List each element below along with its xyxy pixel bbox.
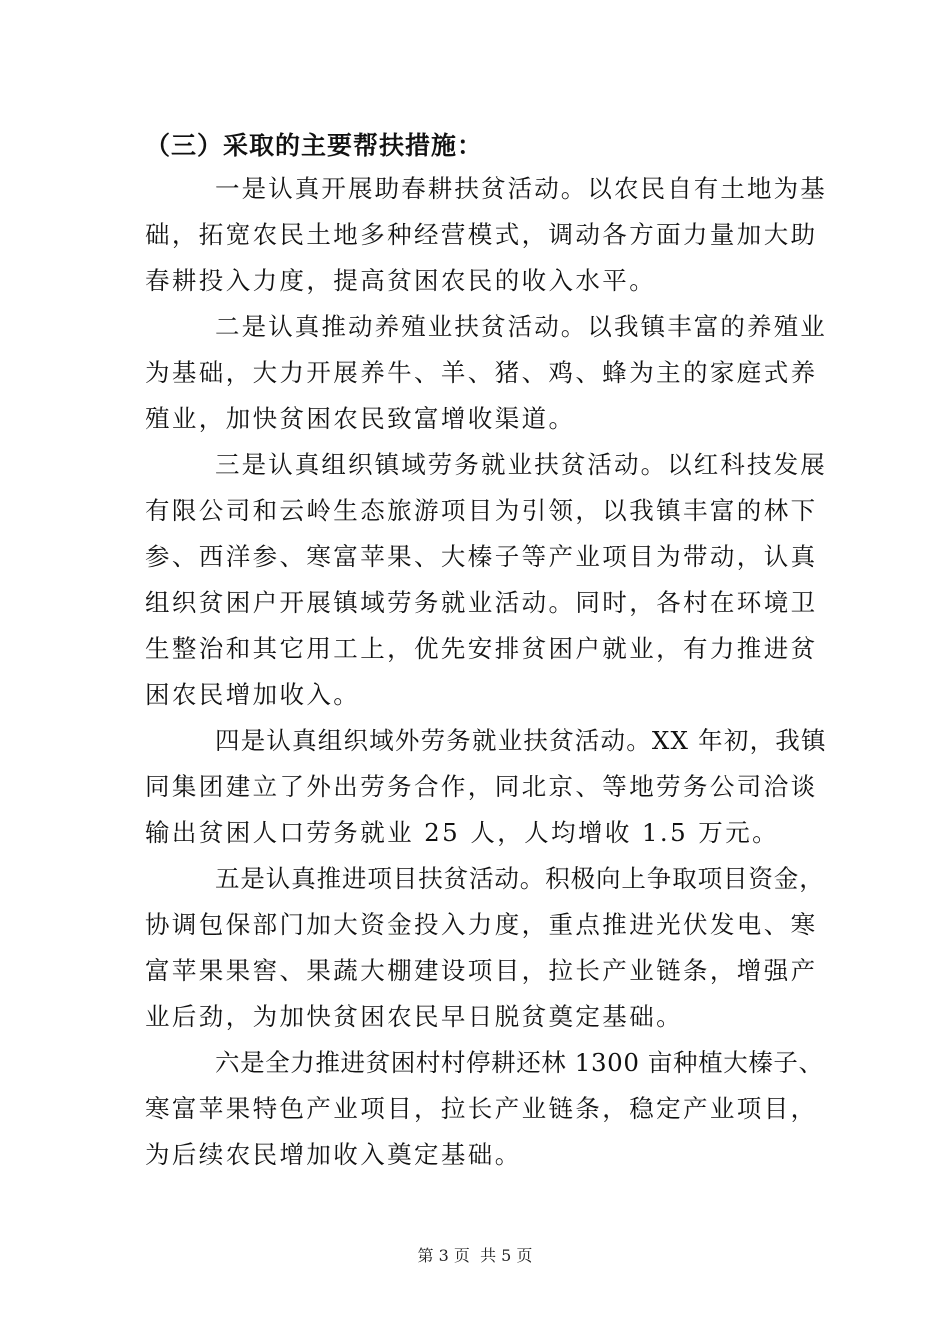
paragraph-6-line-3: 为后续农民增加收入奠定基础。 xyxy=(145,1140,522,1169)
paragraph-2-line-1: 二是认真推动养殖业扶贫活动。以我镇丰富的养殖业 xyxy=(215,312,827,341)
paragraph-1-line-3: 春耕投入力度，提高贫困农民的收入水平。 xyxy=(145,266,657,295)
paragraph-1-line-2: 础，拓宽农民土地多种经营模式，调动各方面力量加大助 xyxy=(145,220,818,249)
paragraph-4-line-2: 同集团建立了外出劳务合作，同北京、等地劳务公司洽谈 xyxy=(145,772,818,801)
paragraph-4-line-3: 输出贫困人口劳务就业 25 人，人均增收 1.5 万元。 xyxy=(145,818,779,847)
section-heading: （三）采取的主要帮扶措施： xyxy=(145,131,484,160)
paragraph-3-line-4: 组织贫困户开展镇域劳务就业活动。同时，各村在环境卫 xyxy=(145,588,818,617)
paragraph-3-line-3: 参、西洋参、寒富苹果、大榛子等产业项目为带动，认真 xyxy=(145,542,818,571)
paragraph-3-line-1: 三是认真组织镇域劳务就业扶贫活动。以红科技发展 xyxy=(215,450,827,479)
paragraph-1-line-1: 一是认真开展助春耕扶贫活动。以农民自有土地为基 xyxy=(215,174,827,203)
paragraph-5-line-1: 五是认真推进项目扶贫活动。积极向上争取项目资金， xyxy=(215,864,825,893)
paragraph-4-line-1: 四是认真组织域外劳务就业扶贫活动。XX 年初，我镇 xyxy=(215,726,827,755)
paragraph-3-line-6: 困农民增加收入。 xyxy=(145,680,361,709)
paragraph-6-line-2: 寒富苹果特色产业项目，拉长产业链条，稳定产业项目， xyxy=(145,1094,818,1123)
paragraph-5-line-3: 富苹果果窖、果蔬大棚建设项目，拉长产业链条，增强产 xyxy=(145,956,818,985)
paragraph-3-line-2: 有限公司和云岭生态旅游项目为引领，以我镇丰富的林下 xyxy=(145,496,818,525)
paragraph-3-line-5: 生整治和其它用工上，优先安排贫困户就业，有力推进贫 xyxy=(145,634,818,663)
paragraph-2-line-3: 殖业，加快贫困农民致富增收渠道。 xyxy=(145,404,576,433)
paragraph-5-line-4: 业后劲，为加快贫困农民早日脱贫奠定基础。 xyxy=(145,1002,683,1031)
paragraph-6-line-1: 六是全力推进贫困村村停耕还林 1300 亩种植大榛子、 xyxy=(215,1048,824,1077)
page-number-footer: 第 3 页 共 5 页 xyxy=(417,1246,533,1265)
paragraph-5-line-2: 协调包保部门加大资金投入力度，重点推进光伏发电、寒 xyxy=(145,910,818,939)
paragraph-2-line-2: 为基础，大力开展养牛、羊、猪、鸡、蜂为主的家庭式养 xyxy=(145,358,818,387)
